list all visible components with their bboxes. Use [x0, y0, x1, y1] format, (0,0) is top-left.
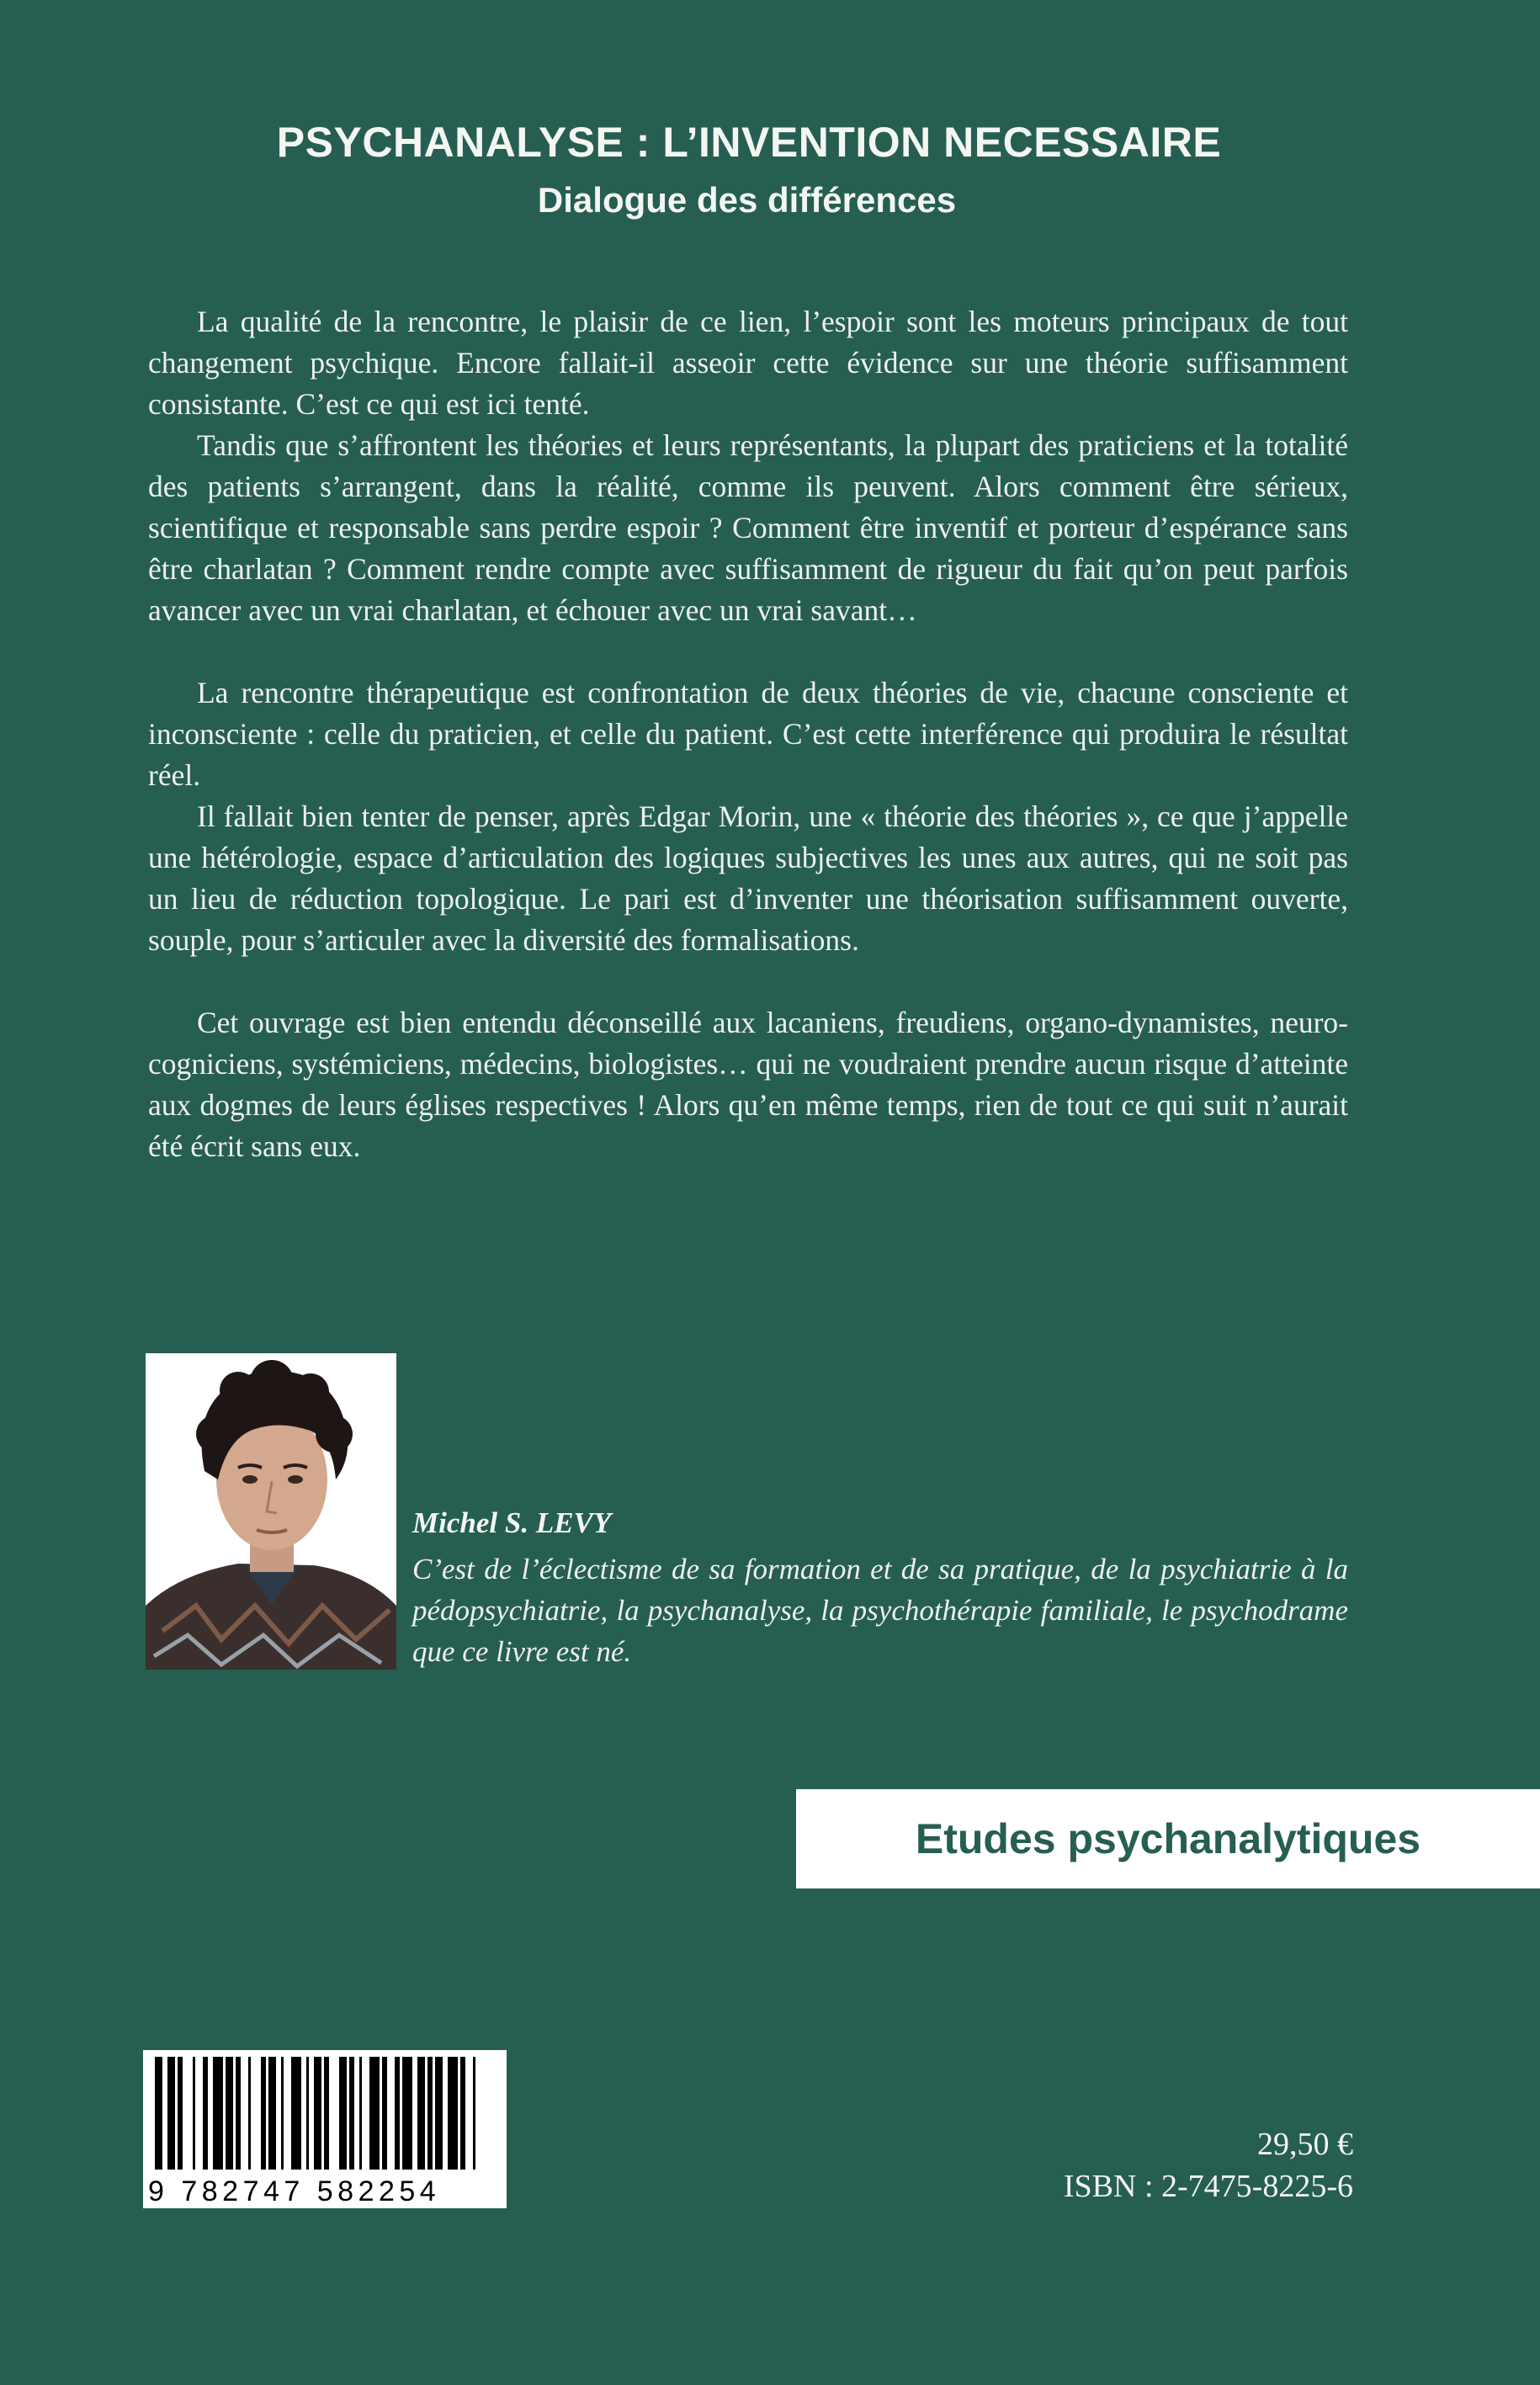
book-subtitle: Dialogue des différences [537, 180, 957, 220]
barcode-bar [268, 2057, 276, 2170]
barcode [143, 2050, 507, 2208]
barcode-bar [155, 2057, 162, 2170]
barcode-bar [382, 2057, 387, 2170]
blurb-paragraph: Tandis que s’affrontent les théories et leurs représentants, la plupart des praticiens et la totalité des patients s’arrangent, dans la réalité, comme ils peuvent. Alors comment être sérieux, scientifique et responsable sans perdre espoir ? Comment être inventif et porteur d’espérance sans être charlatan ? Comment rendre compte avec suffisamment de rigueur du fait qu’on peut parfois avancer avec un vrai charlatan, et échouer avec un vrai savant… [148, 428, 1348, 627]
barcode-bar [395, 2057, 400, 2170]
barcode-bar [213, 2057, 223, 2170]
price: 29,50 € [1257, 2127, 1353, 2162]
barcode-bar [261, 2057, 266, 2170]
book-title: PSYCHANALYSE : L’INVENTION NECESSAIRE [276, 119, 1222, 166]
barcode-bar [417, 2057, 425, 2170]
barcode-bar [236, 2057, 241, 2170]
blurb-paragraph: Cet ouvrage est bien entendu déconseillé aux lacaniens, freudiens, organo-dynamistes, neuro-cogniciens, systémiciens, médecins, biologistes… qui ne voudraient prendre aucun risque d’atteinte aux dogmes de leurs églises respectives ! Alors qu’en même temps, rien de tout ce qui suit n’aurait été écrit sans eux. [148, 1006, 1348, 1163]
barcode-bar [314, 2057, 321, 2170]
barcode-bar [167, 2057, 175, 2170]
author-portrait-icon [146, 1353, 396, 1670]
blurb-paragraph: Il fallait bien tenter de penser, après Edgar Morin, une « théorie des théories », ce que j’appelle une hétérologie, espace d’articulation des logiques subjectives les unes aux autres, qui ne soit pas un lieu de réduction topologique. Le pari est d’inventer une théorisation suffisamment ouverte, souple, pour s’articuler avec la diversité des formalisations. [148, 799, 1348, 957]
barcode-bar [402, 2057, 412, 2170]
barcode-bar [226, 2057, 233, 2170]
barcode-bar [178, 2057, 183, 2170]
barcode-bar [203, 2057, 208, 2170]
barcode-bar [448, 2057, 458, 2170]
barcode-bar [291, 2057, 301, 2170]
blurb [148, 301, 1348, 1167]
barcode-bar [460, 2057, 465, 2170]
author-name: Michel S. LEVY [412, 1506, 612, 1539]
barcode-bar [339, 2057, 347, 2170]
author-bio: C’est de l’éclectisme de sa formation et de sa pratique, de la psychiatrie à la pédopsychiatrie, la psychanalyse, la psychothérapie familiale, le psychodrame que ce livre est né. [412, 1553, 1348, 1668]
barcode-bar [306, 2057, 309, 2170]
barcode-bar [359, 2057, 362, 2170]
barcode-bar [324, 2057, 329, 2170]
barcode-bar [193, 2057, 195, 2170]
blurb-paragraph: La rencontre thérapeutique est confrontation de deux théories de vie, chacune consciente et inconsciente : celle du praticien, et celle du patient. C’est cette interférence qui produira le résultat réel. [148, 676, 1348, 792]
barcode-bar [248, 2057, 251, 2170]
barcode-bar [427, 2057, 433, 2170]
isbn: ISBN : 2-7475-8225-6 [1063, 2169, 1353, 2204]
author-photo [146, 1353, 396, 1670]
barcode-bar [369, 2057, 380, 2170]
barcode-bar [349, 2057, 354, 2170]
series-box [796, 1789, 1540, 1888]
barcode-digits: 9 782747 582254 [148, 2176, 503, 2207]
barcode-bar [473, 2057, 475, 2170]
series-label: Etudes psychanalytiques [915, 1815, 1421, 1862]
barcode-bar [435, 2057, 443, 2170]
blurb-paragraph: La qualité de la rencontre, le plaisir de ce lien, l’espoir sont les moteurs principaux de tout changement psychique. Encore fallait-il asseoir cette évidence sur une théorie suffisamment consistante. C’est ce qui est ici tenté. [148, 305, 1348, 421]
barcode-bar [281, 2057, 284, 2170]
